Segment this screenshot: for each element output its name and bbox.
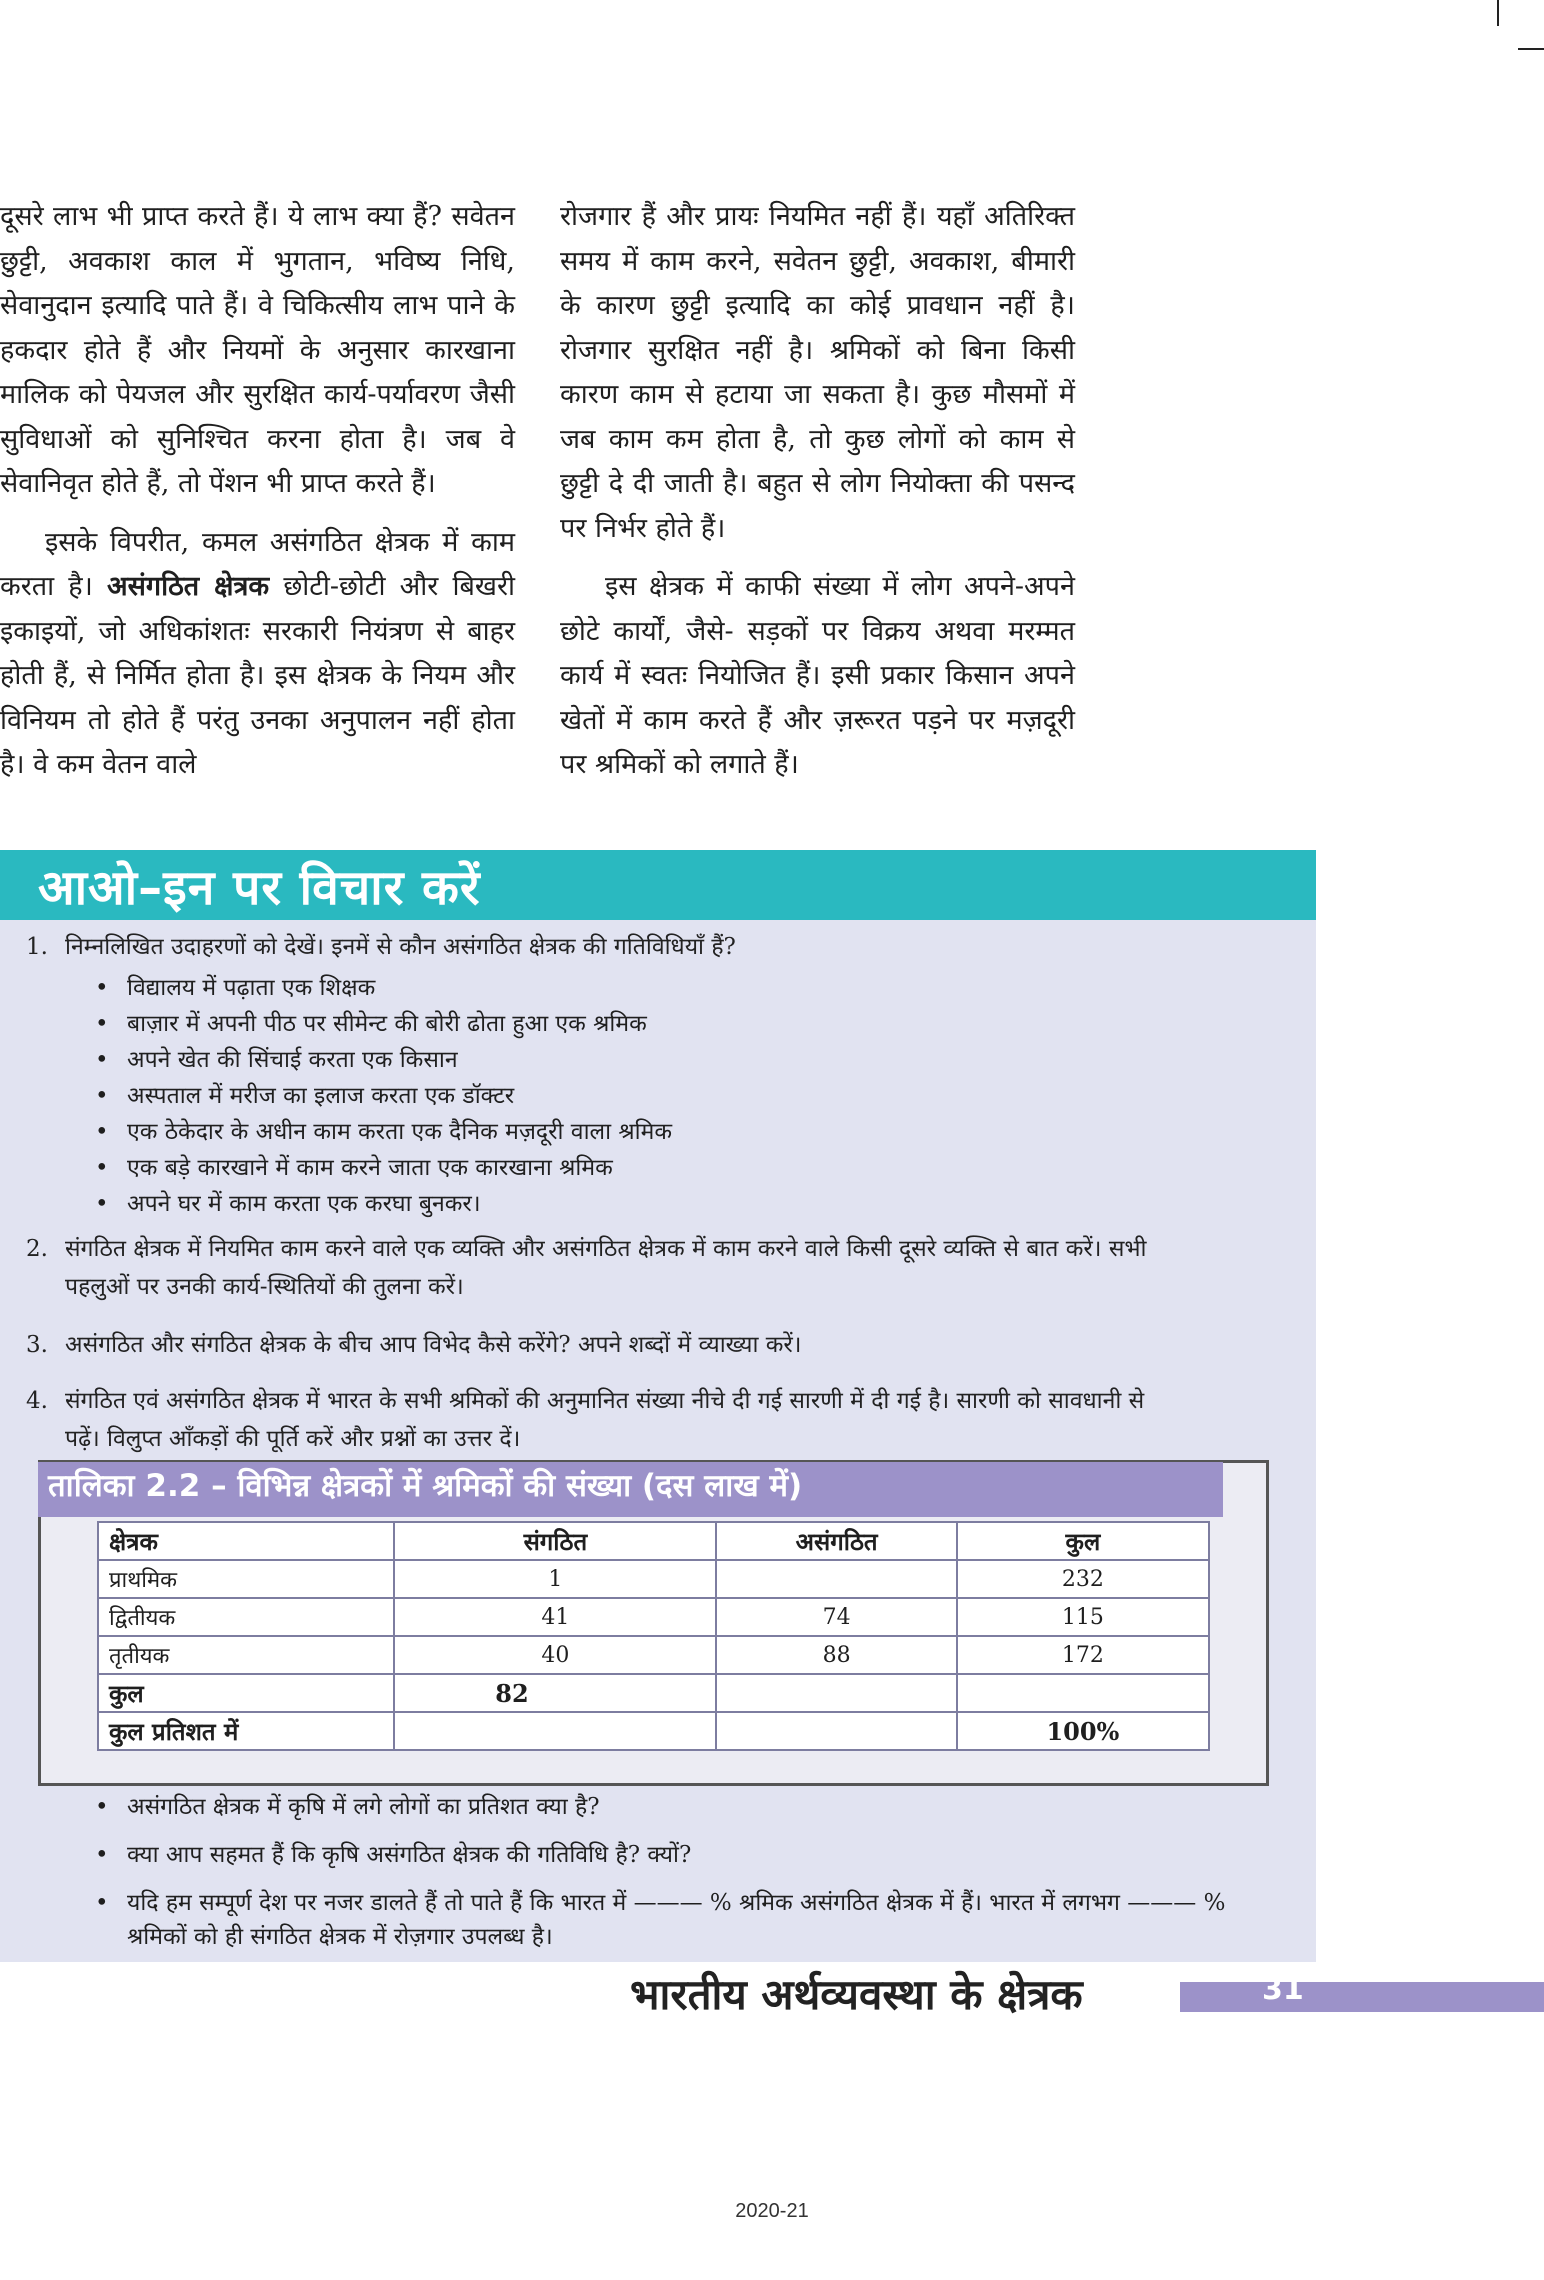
table-cell: 74 xyxy=(716,1598,956,1636)
workers-table xyxy=(97,1521,1210,1751)
list-item: • अपने खेत की सिंचाई करता एक किसान xyxy=(95,1042,672,1078)
right-column xyxy=(560,195,1075,788)
table-row xyxy=(98,1560,1209,1598)
table-cell xyxy=(716,1560,956,1598)
question-2-text: संगठित क्षेत्रक में नियमित काम करने वाले एक व्यक्ति और असंगठित क्षेत्रक में काम करने वाले किसी दूसरे व्यक्ति से बात करें। सभी पहलुओं पर उनकी कार्य-स्थितियों की तुलना करें। xyxy=(65,1236,1147,1300)
table-cell: 41 xyxy=(394,1598,716,1636)
table-cell xyxy=(716,1674,956,1712)
left-paragraph-2 xyxy=(0,521,515,788)
table-cell: कुल प्रतिशत में xyxy=(98,1712,394,1750)
header-sector: क्षेत्रक xyxy=(98,1522,394,1560)
list-item: • अस्पताल में मरीज का इलाज करता एक डॉक्टर xyxy=(95,1078,672,1114)
list-item: • यदि हम सम्पूर्ण देश पर नजर डालते हैं तो पाते हैं कि भारत में ——— % श्रमिक असंगठित क्षेत्रक में हैं। भारत में लगभग ——— % श्रमिकों को ही संगठित क्षेत्रक में रोज़गार उपलब्ध है। xyxy=(95,1886,1275,1954)
after-table-item-3 xyxy=(95,1886,1275,1954)
activity-header xyxy=(0,850,1316,920)
footer-band xyxy=(1180,1982,1544,2012)
example-list xyxy=(95,970,672,1222)
question-4-text: संगठित एवं असंगठित क्षेत्रक में भारत के सभी श्रमिकों की अनुमानित संख्या नीचे दी गई सारणी में दी गई है। सारणी को सावधानी से पढ़ें। विलुप्त आँकड़ों की पूर्ति करें और प्रश्नों का उत्तर दें। xyxy=(65,1388,1145,1452)
table-cell: कुल xyxy=(98,1674,394,1712)
list-item: • अपने घर में काम करता एक करघा बुनकर। xyxy=(95,1186,672,1222)
table-cell: 40 xyxy=(394,1636,716,1674)
crop-mark-vertical xyxy=(1497,0,1499,26)
list-item: • बाज़ार में अपनी पीठ पर सीमेन्ट की बोरी ढोता हुआ एक श्रमिक xyxy=(95,1006,672,1042)
chapter-title: भारतीय अर्थव्यवस्था के क्षेत्रक xyxy=(630,1965,1089,2022)
table-row xyxy=(98,1636,1209,1674)
left-column xyxy=(0,195,515,788)
right-paragraph-1: रोजगार हैं और प्रायः नियमित नहीं हैं। यहाँ अतिरिक्त समय में काम करने, सवेतन छुट्टी, अवकाश, बीमारी के कारण छुट्टी इत्यादि का कोई प्रावधान नहीं है। रोजगार सुरक्षित नहीं है। श्रमिकों को बिना किसी कारण काम से हटाया जा सकता है। कुछ मौसमों में जब काम कम होता है, तो कुछ लोगों को काम से छुट्टी दे दी जाती है। बहुत से लोग नियोक्ता की पसन्द पर निर्भर होते हैं। xyxy=(560,201,1075,544)
list-item: • एक ठेकेदार के अधीन काम करता एक दैनिक मज़दूरी वाला श्रमिक xyxy=(95,1114,672,1150)
table-cell: 1 xyxy=(394,1560,716,1598)
list-item: • असंगठित क्षेत्रक में कृषि में लगे लोगों का प्रतिशत क्या है? xyxy=(95,1790,1275,1824)
header-organised: संगठित xyxy=(394,1522,716,1560)
table-cell: प्राथमिक xyxy=(98,1560,394,1598)
question-1-text: निम्नलिखित उदाहरणों को देखें। इनमें से कौन असंगठित क्षेत्रक की गतिविधियाँ हैं? xyxy=(65,934,736,960)
table-cell: द्वितीयक xyxy=(98,1598,394,1636)
left-paragraph-2-start: इसके विपरीत, कमल असंगठित क्षेत्रक में काम करता है। xyxy=(0,526,515,602)
list-item: • एक बड़े कारखाने में काम करने जाता एक कारखाना श्रमिक xyxy=(95,1150,672,1186)
activity-box xyxy=(0,850,1316,1962)
table-cell xyxy=(716,1712,956,1750)
question-1-number: 1. xyxy=(26,934,48,960)
list-item: • विद्यालय में पढ़ाता एक शिक्षक xyxy=(95,970,672,1006)
table-row xyxy=(98,1598,1209,1636)
table-cell: 82 xyxy=(394,1674,716,1712)
table-cell xyxy=(394,1712,716,1750)
left-paragraph-2-end: छोटी-छोटी और बिखरी इकाइयों, जो अधिकांशतः सरकारी नियंत्रण से बाहर होती हैं, से निर्मित होता है। इस क्षेत्रक के नियम और विनियम तो होते हैं परंतु उनका अनुपालन नहीं होता है। वे कम वेतन वाले xyxy=(0,571,515,780)
after-table-item-2 xyxy=(95,1838,1275,1872)
header-total: कुल xyxy=(957,1522,1209,1560)
table-row-percent xyxy=(98,1712,1209,1750)
header-unorganised: असंगठित xyxy=(716,1522,956,1560)
edition-year: 2020-21 xyxy=(735,2200,809,2222)
left-paragraph-1: दूसरे लाभ भी प्राप्त करते हैं। ये लाभ क्या हैं? सवेतन छुट्टी, अवकाश काल में भुगतान, भविष्य निधि, सेवानुदान इत्यादि पाते हैं। वे चिकित्सीय लाभ पाने के हकदार होते हैं और नियमों के अनुसार कारखाना मालिक को पेयजल और सुरक्षित कार्य-पर्यावरण जैसी सुविधाओं को सुनिश्चित करना होता है। जब वे सेवानिवृत होते हैं, तो पेंशन भी प्राप्त करते हैं। xyxy=(0,201,515,499)
right-paragraph-2: इस क्षेत्रक में काफी संख्या में लोग अपने-अपने छोटे कार्यों, जैसे- सड़कों पर विक्रय अथवा मरम्मत कार्य में स्वतः नियोजित हैं। इसी प्रकार किसान अपने खेतों में काम करते हैं और ज़रूरत पड़ने पर मज़दूरी पर श्रमिकों को लगाते हैं। xyxy=(560,571,1075,780)
keyword-unorganised-sector: असंगठित क्षेत्रक xyxy=(107,571,270,602)
table-cell: तृतीयक xyxy=(98,1636,394,1674)
table-header-row xyxy=(98,1522,1209,1560)
page-number: 31 xyxy=(1262,1972,1304,2007)
activity-title: आओ–इन पर विचार करें xyxy=(38,860,481,916)
table-title: तालिका 2.2 – विभिन्न क्षेत्रकों में श्रमिकों की संख्या (दस लाख में) xyxy=(48,1468,803,1504)
question-3-number: 3. xyxy=(26,1332,48,1358)
table-cell: 88 xyxy=(716,1636,956,1674)
question-3-text: असंगठित और संगठित क्षेत्रक के बीच आप विभेद कैसे करेंगे? अपने शब्दों में व्याख्या करें। xyxy=(65,1332,802,1358)
table-cell: 115 xyxy=(957,1598,1209,1636)
table-cell: 100% xyxy=(957,1712,1209,1750)
after-table-item-1 xyxy=(95,1790,1275,1824)
table-cell: 232 xyxy=(957,1560,1209,1598)
question-2-number: 2. xyxy=(26,1236,48,1262)
question-4-number: 4. xyxy=(26,1388,48,1414)
list-item: • क्या आप सहमत हैं कि कृषि असंगठित क्षेत्रक की गतिविधि है? क्यों? xyxy=(95,1838,1275,1872)
table-row-total xyxy=(98,1674,1209,1712)
table-cell xyxy=(957,1674,1209,1712)
crop-mark-horizontal xyxy=(1518,48,1544,50)
table-cell: 172 xyxy=(957,1636,1209,1674)
